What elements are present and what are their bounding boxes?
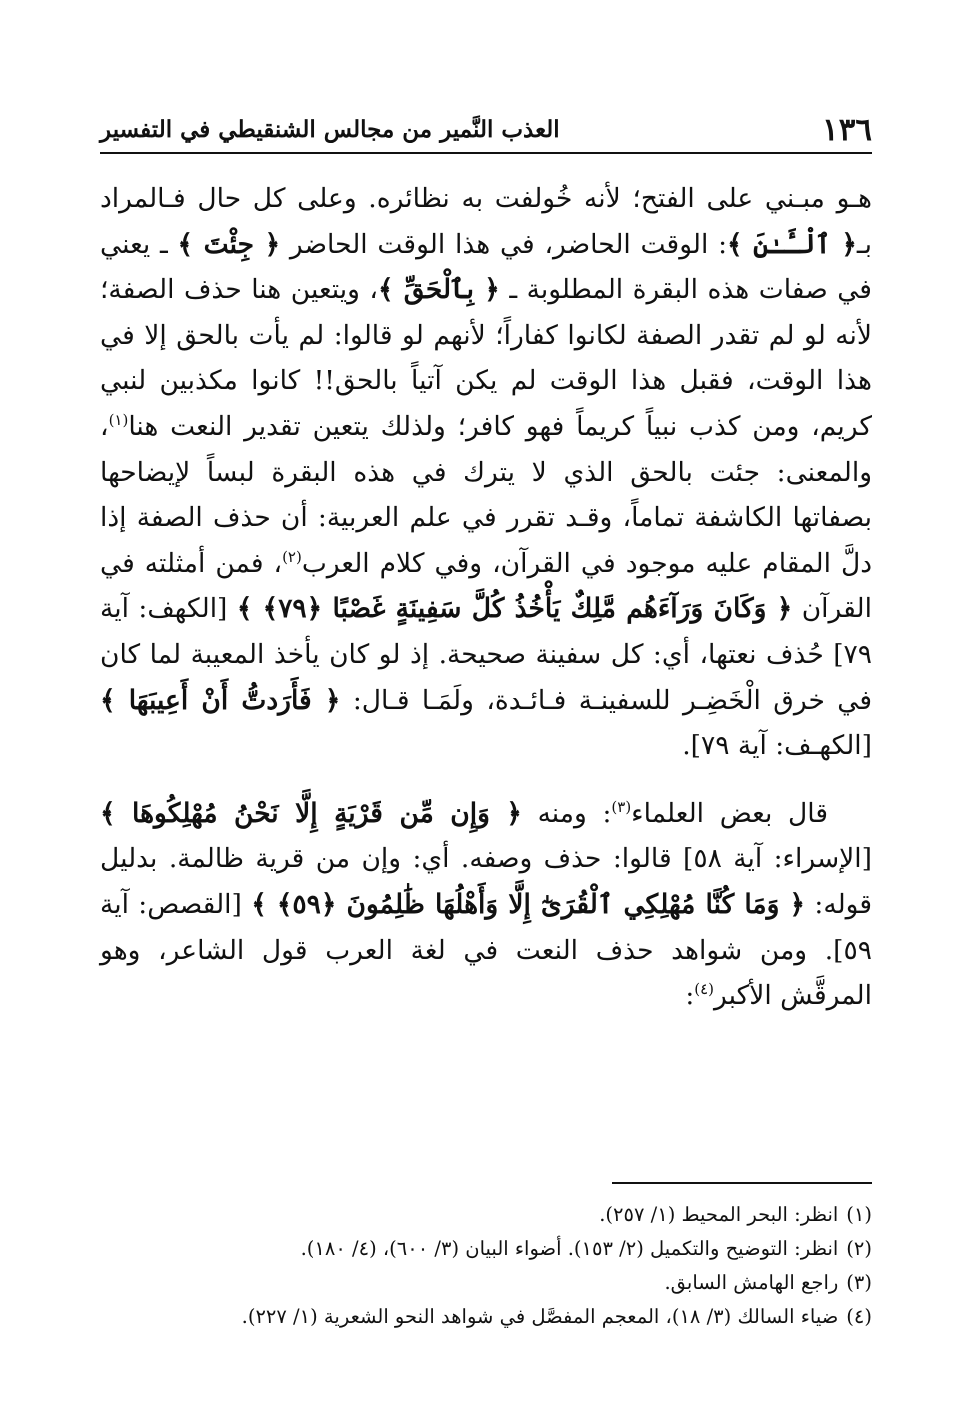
footnote-divider [612, 1182, 872, 1184]
footnote-4 [100, 1300, 872, 1334]
main-text [100, 176, 872, 1019]
text-span: : [685, 980, 695, 1012]
footnote-text: انظر: التوضيح والتكميل (٢/ ١٥٣). أضواء البيان (٣/ ٦٠٠)، (٤/ ١٨٠). [300, 1237, 839, 1260]
running-title: العذب النَّمير من مجالس الشنقيطي في التفسير [100, 116, 560, 143]
paragraph-1 [100, 176, 872, 769]
footnotes [100, 1198, 872, 1334]
page-number: ١٣٦ [822, 112, 872, 148]
footnote-number: (٣) [846, 1271, 872, 1294]
footnote-number: (٢) [846, 1237, 872, 1260]
quran-quote: ﴿ جِئْتَ ﴾ [177, 228, 281, 260]
footnote-1 [100, 1198, 872, 1232]
text-span: [الإسراء: آية ٥٨] قالوا: حذف وصفه. أي: وإن من قرية ظالمة. بدليل قوله: [100, 843, 873, 920]
footnote-text: ضياء السالك (٣/ ١٨)، المعجم المفصَّل في شواهد النحو الشعرية (١/ ٢٢٧). [241, 1305, 839, 1328]
footnote-text: انظر: البحر المحيط (١/ ٢٥٧). [599, 1203, 839, 1226]
footnote-ref[interactable]: (١) [108, 411, 129, 430]
footnote-number: (٤) [846, 1305, 872, 1328]
footnote-2 [100, 1232, 872, 1266]
text-span: ، والمعنى: جئت بالحق الذي لا يترك في هذه البقرة لبساً لإيضاحها بصفاتها الكاشفة تماماً، وقـد تقرر في علم العربية: أن حذف الصفة إذا دلَّ المقام عليه موجود في القرآن، وفي كلام العرب [100, 410, 872, 579]
footnote-text: راجع الهامش السابق. [664, 1271, 839, 1294]
text-span: قال بعض العلماء [631, 797, 828, 829]
paragraph-2 [100, 791, 872, 1019]
text-span: [الكهف: آية ٧٩] حُذف نعتها، أي: كل سفينة صحيحة. إذ لو كان يأخذ المعيبة لما كان في خرق الْخَضِـر للسفينـة فـائـدة، ولَمَـا قـال: [100, 593, 872, 716]
footnote-ref[interactable]: (٤) [694, 980, 715, 999]
quran-quote: ﴿ بِٱلْحَقِّ ﴾ [377, 274, 500, 306]
text-span: : الوقت الحاضر، في هذا الوقت الحاضر [280, 228, 728, 260]
footnote-number: (١) [846, 1203, 872, 1226]
text-span: ، ويتعين هنا حذف الصفة؛ لأنه لو لم تقدر الصفة لكانوا كفاراً؛ لأنهم لو قالوا: لم يأت بالحق إلا في هذا الوقت، فقبل هذا الوقت لم يكن آتياً بالحق!! كانوا مكذبين لنبي كريم، ومن كذب نبياً كريماً فهو كافر؛ ولذلك يتعين تقدير النعت هنا [100, 274, 872, 442]
text-span: [القصص: آية ٥٩]. ومن شواهد حذف النعت في لغة العرب قول الشاعر، وهو المرقَّش الأكبر [100, 888, 872, 1012]
quran-quote: ﴿ ٱلْـَٔـٰنَ ﴾ [727, 228, 857, 260]
footnote-ref[interactable]: (٢) [282, 547, 302, 566]
text-span: : ومنه [521, 797, 612, 829]
text-span: ، فمن أمثلته في القرآن [100, 547, 872, 625]
quran-quote: ﴿ وَإِن مِّن قَرْيَةٍ إِلَّا نَحْنُ مُهْلِكُوهَا ﴾ [100, 797, 522, 829]
footnote-3 [100, 1266, 872, 1300]
footnote-ref[interactable]: (٣) [611, 797, 632, 816]
page-header [100, 108, 872, 154]
quran-quote: ﴿ وَكَانَ وَرَآءَهُم مَّلِكٌ يَأْخُذُ كُلَّ سَفِينَةٍ غَصْبًا ﴿٧٩﴾ ﴾ [236, 593, 793, 625]
text-span: هـو مبـني على الفتح؛ لأنه خُولفت به نظائره. وعلى كل حال فـالمراد بـ [100, 183, 873, 260]
text-span: [الكهـف: آية ٧٩]. [682, 730, 872, 762]
text-span: ـ يعني في صفات هذه البقرة المطلوبة ـ [100, 228, 872, 306]
quran-quote: ﴿ فَأَرَدتُّ أَنْ أَعِيبَهَا ﴾ [100, 684, 341, 716]
quran-quote: ﴿ وَمَا كُنَّا مُهْلِكِي ٱلْقُرَىٰٓ إِلَّا وَأَهْلُهَا ظَٰلِمُونَ ﴿٥٩﴾ ﴾ [251, 888, 806, 920]
